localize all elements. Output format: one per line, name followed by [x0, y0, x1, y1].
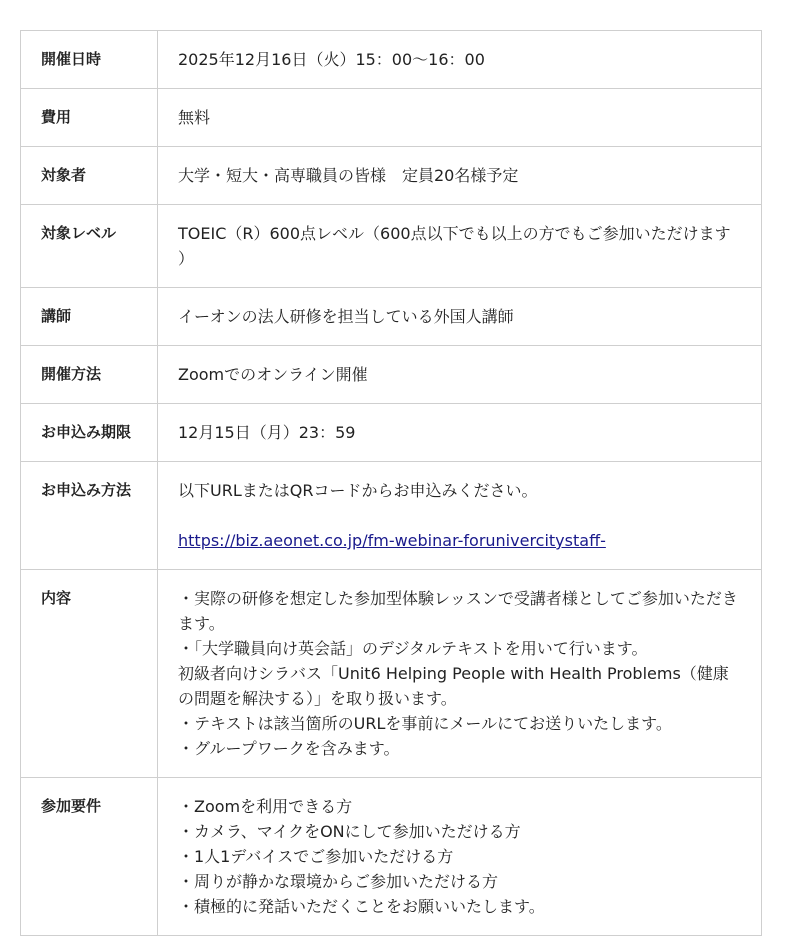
row-value: [158, 778, 762, 936]
table-row-requirements: [21, 778, 762, 936]
row-value: [158, 462, 762, 570]
table-row-level: [21, 205, 762, 288]
event-info-table: [20, 30, 762, 936]
row-value: 12月15日（月）23：59: [158, 404, 762, 462]
table-row-fee: [21, 89, 762, 147]
value-line: ・積極的に発話いただくことをお願いいたします。: [178, 897, 545, 916]
table-row-instructor: [21, 288, 762, 346]
spacer: [178, 503, 741, 528]
row-value: [158, 205, 762, 288]
value-line: ・テキストは該当箇所のURLを事前にメールにてお送りいたします。: [178, 714, 672, 733]
table-row-date: [21, 31, 762, 89]
value-line: ・周りが静かな環境からご参加いただける方: [178, 872, 499, 891]
row-label: お申込み期限: [21, 404, 158, 462]
row-label: 費用: [21, 89, 158, 147]
row-label: 参加要件: [21, 778, 158, 936]
apply-instruction: 以下URLまたはQRコードからお申込みください。: [178, 481, 538, 500]
table-row-method: [21, 346, 762, 404]
value-line: 初級者向けシラバス「Unit6 Helping People with Health Problems（健康: [178, 664, 729, 683]
value-line: TOEIC（R）600点レベル（600点以下でも以上の方でもご参加いただけます: [178, 224, 731, 243]
row-value: 無料: [158, 89, 762, 147]
apply-link[interactable]: https://biz.aeonet.co.jp/fm-webinar-forunivercitystaff-: [178, 531, 606, 550]
row-value: 大学・短大・高専職員の皆様 定員20名様予定: [158, 147, 762, 205]
table-row-target: [21, 147, 762, 205]
row-label: 対象者: [21, 147, 158, 205]
value-line: ・Zoomを利用できる方: [178, 797, 353, 816]
value-line: の問題を解決する）」を取り扱います。: [178, 689, 457, 708]
row-label: 対象レベル: [21, 205, 158, 288]
value-line: ・実際の研修を想定した参加型体験レッスンで受講者様としてご参加いただき: [178, 589, 738, 608]
row-label: 開催日時: [21, 31, 158, 89]
row-value: 2025年12月16日（火）15：00〜16：00: [158, 31, 762, 89]
table-row-deadline: [21, 404, 762, 462]
event-info-container: [20, 30, 762, 936]
value-line: ・グループワークを含みます。: [178, 739, 400, 758]
row-label: 開催方法: [21, 346, 158, 404]
row-label: 講師: [21, 288, 158, 346]
row-value: Zoomでのオンライン開催: [158, 346, 762, 404]
row-value: [158, 570, 762, 778]
value-line: ）: [178, 249, 195, 268]
value-line: ・「大学職員向け英会話」のデジタルテキストを用いて行います。: [178, 639, 648, 658]
row-label: お申込み方法: [21, 462, 158, 570]
value-line: ・カメラ、マイクをONにして参加いただける方: [178, 822, 521, 841]
row-value: イーオンの法人研修を担当している外国人講師: [158, 288, 762, 346]
row-label: 内容: [21, 570, 158, 778]
table-row-content: [21, 570, 762, 778]
value-line: ・1人1デバイスでご参加いただける方: [178, 847, 454, 866]
table-row-apply: [21, 462, 762, 570]
value-line: ます。: [178, 614, 225, 633]
